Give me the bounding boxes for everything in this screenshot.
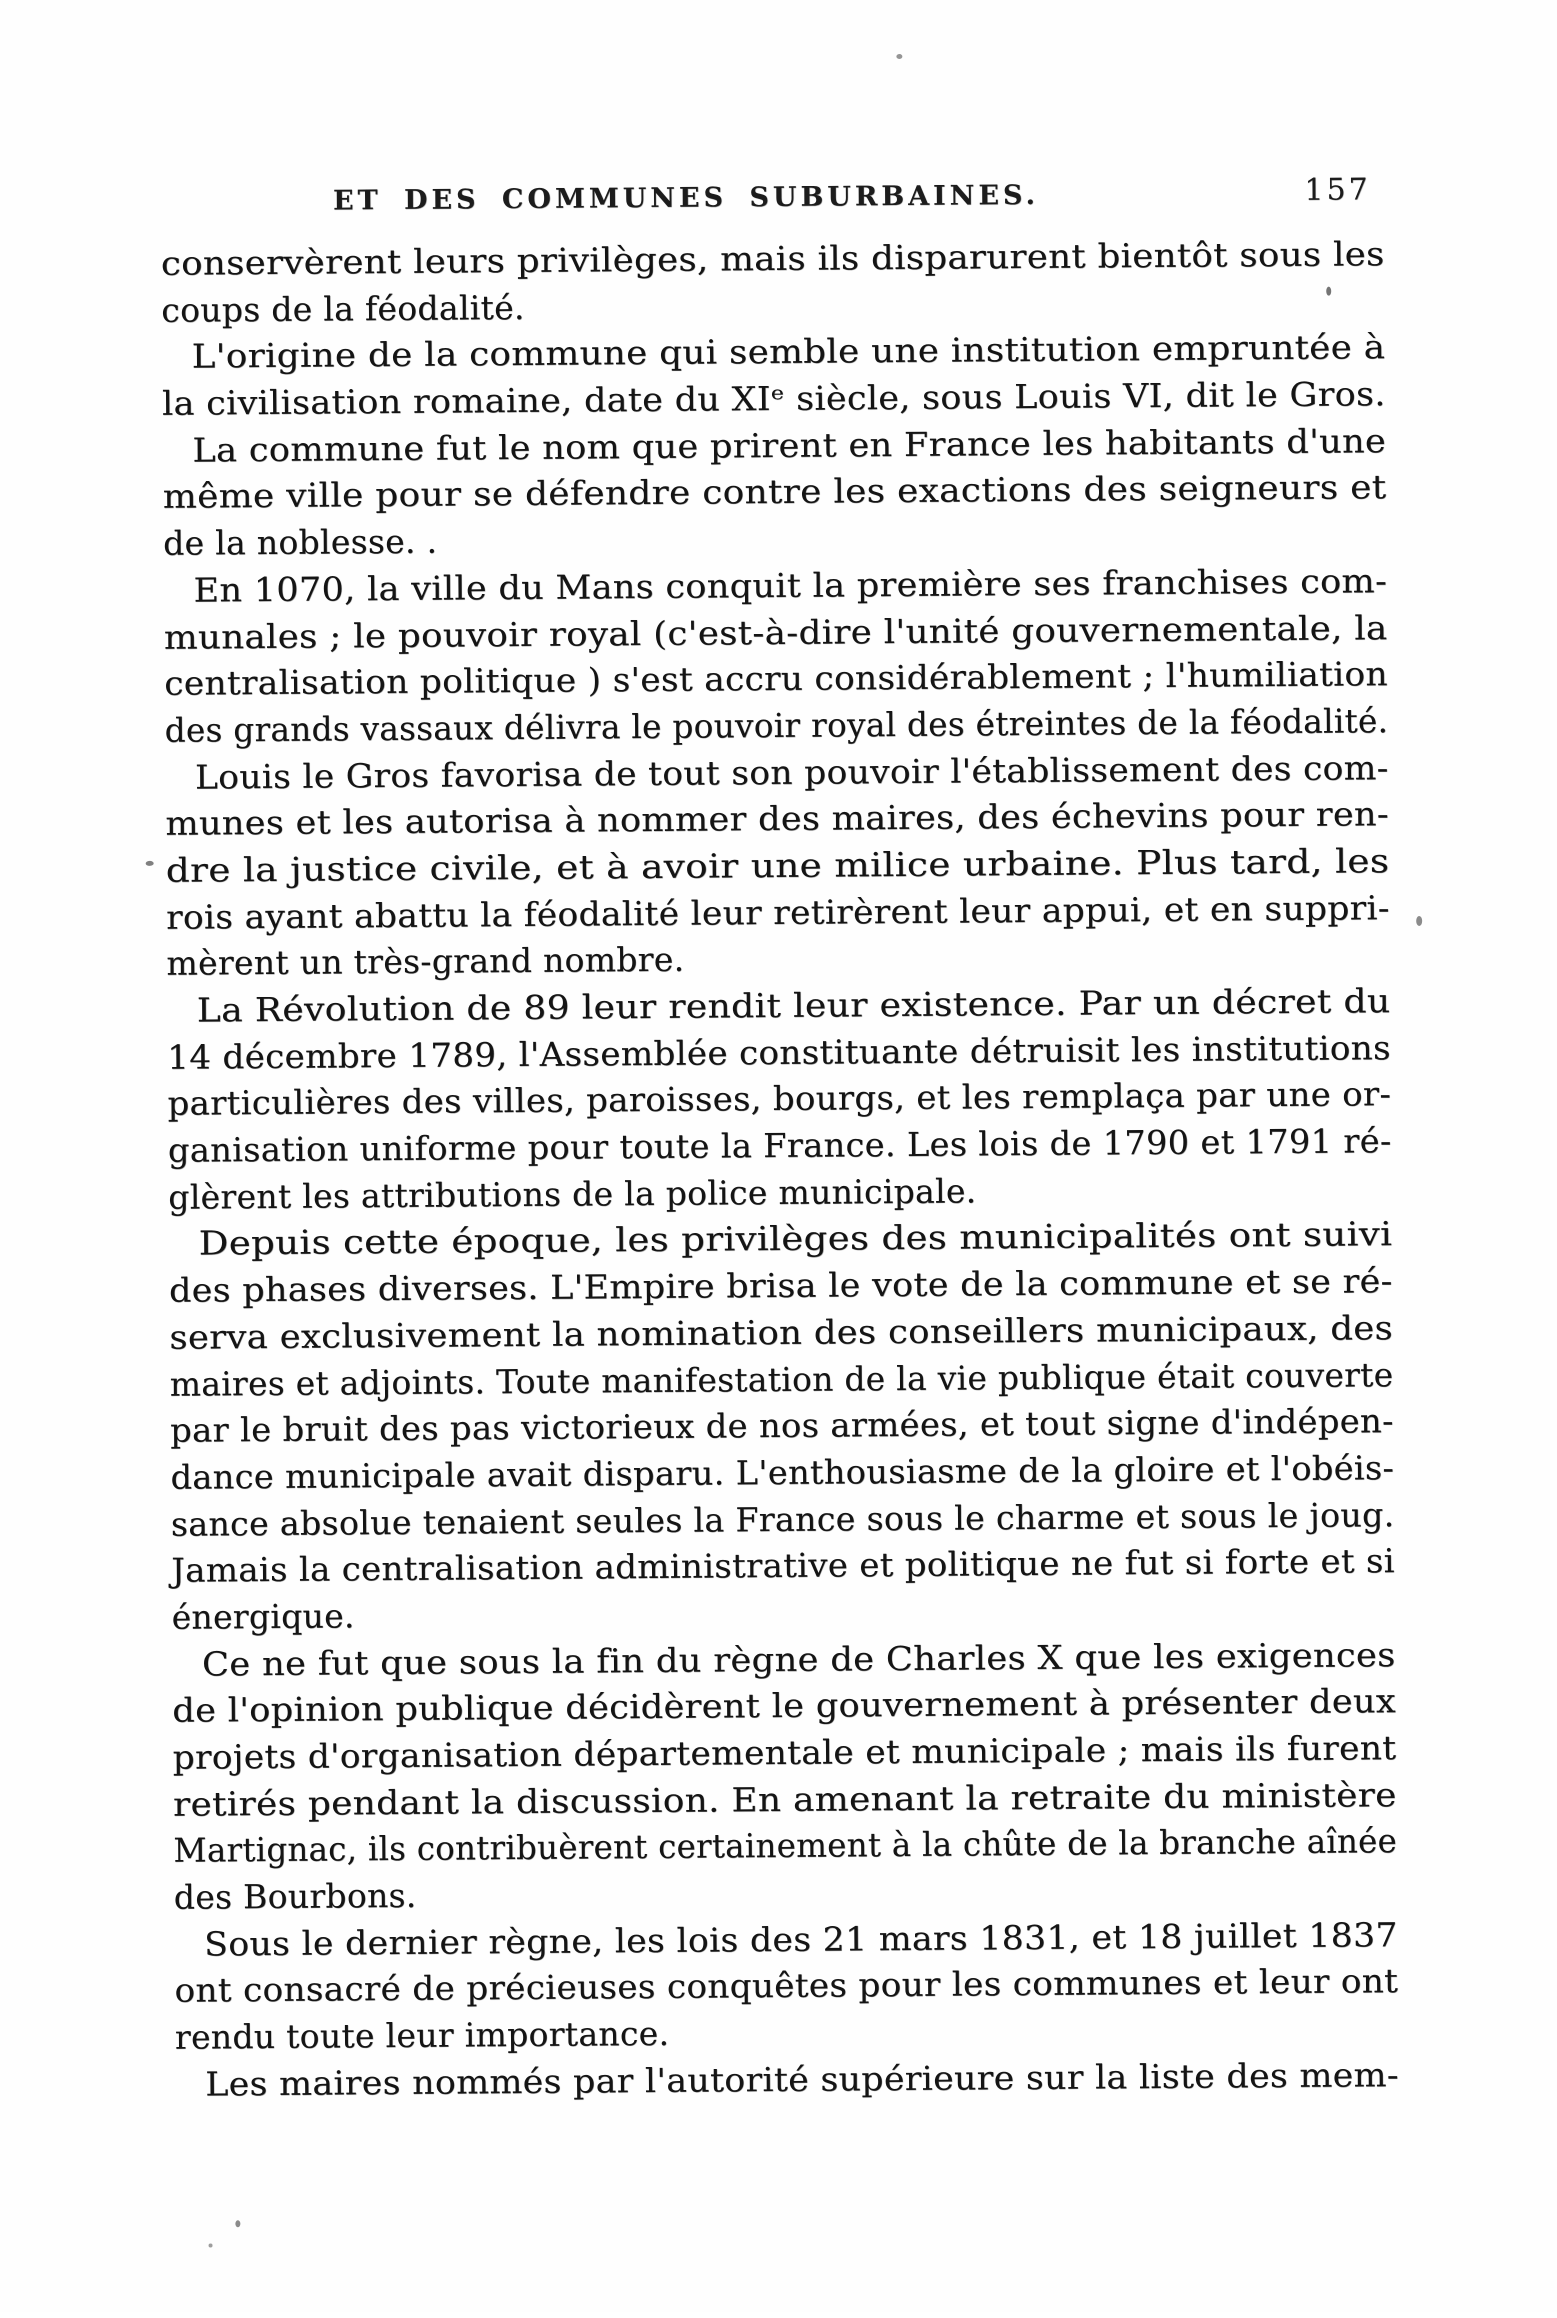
text-line-content: Les maires nommés par l'autorité supérieure sur la liste des mem- xyxy=(205,2054,1400,2104)
text-line xyxy=(171,1538,1395,1594)
text-line xyxy=(173,1819,1397,1875)
text-line xyxy=(168,1118,1392,1174)
running-header-title: ET DES COMMUNES SUBURBAINES. xyxy=(332,179,1040,217)
page-number: 157 xyxy=(1304,172,1371,208)
ink-speck xyxy=(146,861,154,866)
text-line-content: conservèrent leurs privilèges, mais ils disparurent bientôt sous les xyxy=(160,234,1385,283)
ink-speck xyxy=(1416,916,1422,926)
text-line-content: Ce ne fut que sous la fin du règne de Charles X que les exigences xyxy=(201,1634,1396,1684)
text-line-content: ont consacré de précieuses conquêtes pour les communes et leur ont xyxy=(174,1961,1399,2011)
text-line-content: serva exclusivement la nomination des conseillers municipaux, des xyxy=(169,1307,1394,1357)
text-line-content: particulières des villes, paroisses, bourgs, et les remplaça par une or- xyxy=(167,1074,1392,1124)
text-line-content: des Bourbons. xyxy=(173,1875,417,1917)
text-line-content: de la noblesse. . xyxy=(163,521,438,563)
text-line-content: rois ayant abattu la féodalité leur retirèrent leur appui, et en suppri- xyxy=(165,887,1390,937)
text-line-content: centralisation politique ) s'est accru considérablement ; l'humiliation xyxy=(164,654,1389,703)
text-line-content: 14 décembre 1789, l'Assemblée constituante détruisit les institutions xyxy=(167,1027,1391,1077)
text-line-content: même ville pour se défendre contre les exactions des seigneurs et xyxy=(162,467,1387,517)
text-line xyxy=(161,231,1385,287)
text-line-content: L'origine de la commune qui semble une institution empruntée à xyxy=(191,327,1386,376)
scan-artifacts xyxy=(0,0,1548,6)
ink-speck xyxy=(896,54,902,59)
text-line-content: sance absolue tenaient seules la France sous le charme et sous le joug. xyxy=(170,1494,1395,1544)
ink-speck xyxy=(235,2220,240,2227)
text-line-content: Depuis cette époque, les privilèges des municipalités ont suivi xyxy=(198,1214,1393,1263)
text-line xyxy=(175,2052,1399,2108)
text-line-content: la civilisation romaine, date du XIᵉ siècle, sous Louis VI, dit le Gros. xyxy=(161,374,1386,423)
text-line-content: La Révolution de 89 leur rendit leur existence. Par un décret du xyxy=(196,981,1391,1030)
text-line-content: mèrent un très-grand nombre. xyxy=(166,940,685,984)
text-line-content: Louis le Gros favorisa de tout son pouvoir l'établissement des com- xyxy=(194,747,1389,797)
text-line-content: projets d'organisation départementale et municipale ; mais ils furent xyxy=(172,1728,1397,1777)
text-line-content: ganisation uniforme pour toute la France. Les lois de 1790 et 1791 ré- xyxy=(167,1121,1392,1170)
text-line-content: En 1070, la ville du Mans conquit la première ses franchises com- xyxy=(193,561,1388,610)
page-body-text xyxy=(161,231,1400,2108)
text-line-content: coups de la féodalité. xyxy=(161,287,525,330)
text-line-content: énergique. xyxy=(171,1596,355,1637)
text-line xyxy=(166,885,1390,941)
text-line-content: des grands vassaux délivra le pouvoir royal des étreintes de la féodalité. xyxy=(164,701,1389,750)
text-line-content: Jamais la centralisation administrative et politique ne fut si forte et si xyxy=(171,1541,1396,1591)
text-line-content: dre la justice civile, et à avoir une milice urbaine. Plus tard, les xyxy=(165,841,1390,890)
text-line-content: munes et les autorisa à nommer des maires, des échevins pour ren- xyxy=(165,794,1390,844)
text-line-content: glèrent les attributions de la police municipale. xyxy=(168,1171,977,1217)
text-line-content: de l'opinion publique décidèrent le gouvernement à présenter deux xyxy=(172,1681,1397,1731)
text-line-content: retirés pendant la discussion. En amenant la retraite du ministère xyxy=(172,1774,1397,1824)
text-line-content: maires et adjoints. Toute manifestation de la vie publique était couverte xyxy=(169,1354,1394,1404)
text-line-content: Martignac, ils contribuèrent certainement à la chûte de la branche aînée xyxy=(173,1821,1398,1871)
text-line xyxy=(174,1959,1398,2015)
text-line-content: Sous le dernier règne, les lois des 21 mars 1831, et 18 juillet 1837 xyxy=(204,1914,1398,1964)
text-line-content: des phases diverses. L'Empire brisa le vote de la commune et se ré- xyxy=(168,1261,1393,1310)
text-line xyxy=(163,465,1387,521)
text-line-content: munales ; le pouvoir royal (c'est-à-dire l'unité gouvernementale, la xyxy=(163,607,1388,657)
ink-speck xyxy=(1326,287,1331,296)
text-line-content: par le bruit des pas victorieux de nos armées, et tout signe d'indépen- xyxy=(169,1401,1394,1450)
ink-speck xyxy=(209,2243,213,2247)
text-line-content: La commune fut le nom que prirent en France les habitants d'une xyxy=(192,420,1387,470)
text-line-content: rendu toute leur importance. xyxy=(174,2014,670,2057)
text-line-content: dance municipale avait disparu. L'enthousiasme de la gloire et l'obéis- xyxy=(170,1448,1395,1497)
